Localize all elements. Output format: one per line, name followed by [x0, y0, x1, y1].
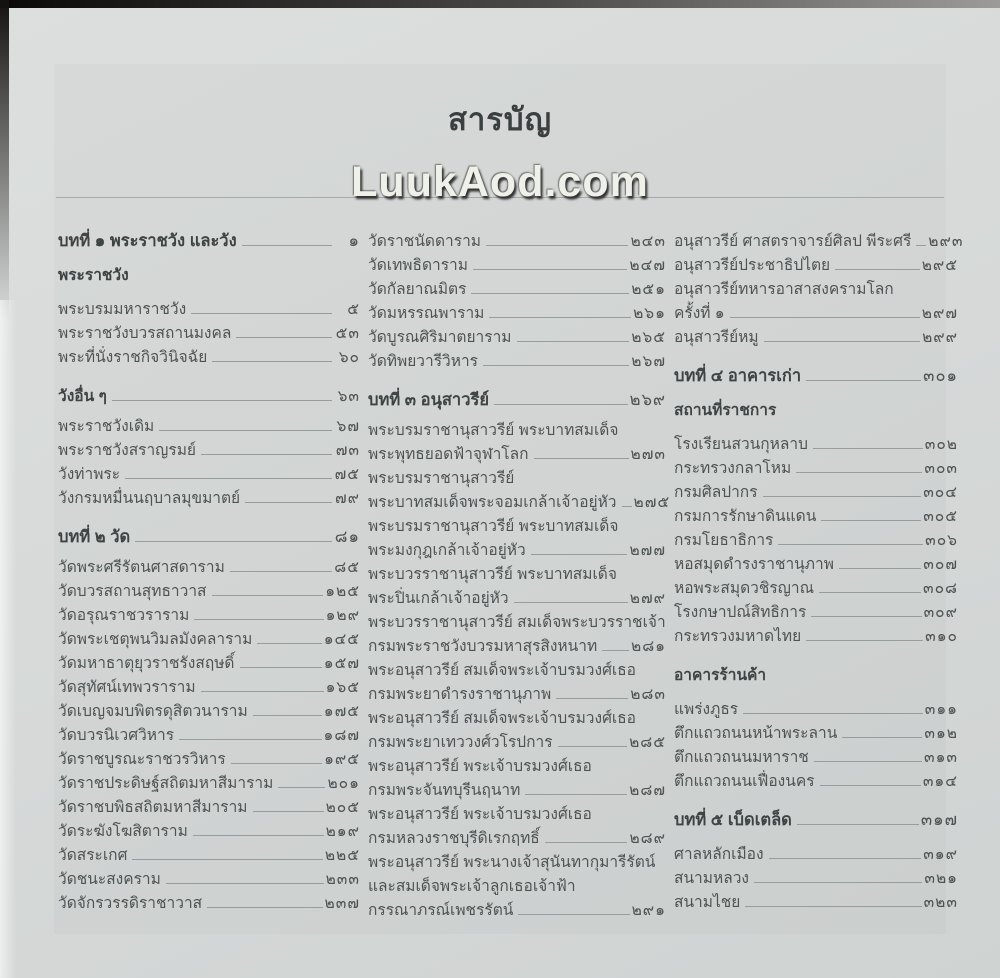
page-number: ๑๙๕: [324, 750, 360, 768]
page-number: ๑๒๙: [325, 606, 360, 624]
leader-line: [730, 317, 920, 318]
leader-line: [821, 520, 921, 521]
toc-entry-continuation: [368, 751, 666, 775]
page-number: ๒๙๓: [928, 232, 964, 250]
toc-entry-label: และสมเด็จพระเจ้าลูกเธอเจ้าฟ้า: [368, 877, 576, 895]
toc-entry-label: พระบรมมหาราชวัง: [58, 300, 187, 318]
toc-entry-label: พระบรมราชานุสาวรีย์ พระบาทสมเด็จ: [368, 517, 619, 535]
page-number: ๓๐๖: [925, 531, 958, 549]
leader-line: [842, 737, 922, 738]
toc-entry: [674, 298, 958, 322]
toc-entry-label: อนุสาวรีย์ประชาธิปไตย: [674, 256, 831, 274]
toc-entry-label: วัดจักรวรรดิราชาวาส: [58, 894, 203, 912]
toc-entry: [674, 453, 958, 477]
toc-entry-label: สนามหลวง: [674, 869, 749, 887]
toc-entry: [368, 439, 666, 463]
toc-entry-label: ตึกแถวถนนหน้าพระลาน: [674, 724, 838, 742]
toc-chapter-heading: [674, 805, 958, 829]
toc-entry-label: อนุสาวรีย์หมู: [674, 328, 759, 346]
toc-entry: [58, 720, 360, 744]
page-number: ๓๑๗: [920, 810, 958, 829]
page-number: ๗๙: [334, 489, 360, 507]
leader-line: [112, 400, 332, 401]
toc-entry-label: วัดราชบูรณะราชวรวิหาร: [58, 750, 226, 768]
leader-line: [754, 882, 922, 883]
toc-entry-label: พระราชวังเดิม: [58, 417, 155, 435]
toc-entry-label: กรมพระยาเทววงศ์วโรปการ: [368, 733, 553, 751]
toc-entry-label: ครั้งที่ ๑: [674, 304, 725, 322]
toc-entry: [674, 477, 958, 501]
toc-entry: [674, 549, 958, 573]
toc-entry-continuation: [368, 463, 666, 487]
toc-section-heading: [58, 260, 360, 284]
toc-entry-label: หอพระสมุดวชิรญาณ: [674, 579, 814, 597]
toc-entry: [368, 583, 666, 607]
toc-entry-label: บทที่ ๓ อนุสาวรีย์: [368, 390, 489, 409]
toc-chapter-heading: [58, 226, 360, 250]
toc-entry-label: วัดพระเชตุพนวิมลมังคลาราม: [58, 630, 253, 648]
leader-line: [743, 713, 923, 714]
toc-entry: [674, 525, 958, 549]
toc-entry: [674, 429, 958, 453]
toc-entry-label: วังกรมหมื่นนฤบาลมุขมาตย์: [58, 489, 241, 507]
leader-line: [230, 571, 332, 572]
leader-line: [278, 787, 325, 788]
toc-entry: [58, 459, 360, 483]
page-number: ๕: [347, 300, 360, 318]
toc-entry: [674, 839, 958, 863]
toc-entry-label: กรมพระยาดำรงราชานุภาพ: [368, 685, 552, 703]
leader-line: [253, 715, 322, 716]
leader-line: [764, 341, 920, 342]
leader-line: [514, 602, 628, 603]
page-number: ๑๒๕: [325, 582, 360, 600]
leader-line: [811, 616, 921, 617]
leader-line: [556, 698, 628, 699]
page-number: ๓๐๔: [923, 483, 958, 501]
toc-entry-label: พระบรมราชานุสาวรีย์ พระบาทสมเด็จ: [368, 421, 619, 439]
page-number: ๒๔๓: [630, 232, 666, 250]
toc-entry-label: วัดเทพธิดาราม: [368, 256, 468, 274]
leader-line: [245, 502, 332, 503]
leader-line: [212, 361, 332, 362]
page-number: ๒๓๗: [324, 894, 360, 912]
page-number: ๓๐๑: [923, 366, 958, 385]
page-number: ๑๕๗: [323, 654, 360, 672]
toc-entry: [58, 318, 360, 342]
toc-entry: [674, 742, 958, 766]
page-number: ๒๑๙: [325, 822, 360, 840]
toc-entry: [58, 552, 360, 576]
page-number: ๓๒๑: [924, 869, 958, 887]
page-number: ๓๐๕: [923, 507, 958, 525]
toc-entry-label: พระบวรราชานุสาวรีย์ สมเด็จพระบวรราชเจ้า: [368, 613, 666, 631]
toc-entry-label: วังอื่น ๆ: [58, 387, 107, 405]
toc-entry-label: วัดทิพยวารีวิหาร: [368, 352, 478, 370]
toc-chapter-heading: [368, 385, 666, 409]
toc-entry: [58, 816, 360, 840]
toc-entry-continuation: [368, 511, 666, 535]
toc-entry: [368, 487, 671, 511]
toc-entry-label: พระที่นั่งราชกิจวินิจฉัย: [58, 348, 208, 366]
toc-chapter-heading: [674, 361, 958, 385]
leader-line: [494, 404, 628, 405]
toc-entry-label: อนุสาวรีย์ ศาสตราจารย์ศิลป พีระศรี: [674, 232, 912, 250]
leader-line: [602, 650, 629, 651]
page-number: ๕๓: [335, 324, 360, 342]
page-number: ๗๓: [335, 441, 360, 459]
leader-line: [473, 269, 627, 270]
toc-entry: [58, 672, 360, 696]
page-number: ๗๕: [334, 465, 360, 483]
toc-entry-label: บทที่ ๔ อาคารเก่า: [674, 366, 802, 385]
leader-line: [797, 824, 919, 825]
toc-entry: [58, 768, 360, 792]
toc-entry-continuation: [368, 847, 666, 871]
leader-line: [814, 761, 922, 762]
leader-line: [806, 380, 921, 381]
leader-line: [253, 811, 324, 812]
page-number: ๒๖๑: [633, 304, 666, 322]
toc-entry-label: โรงกษาปณ์สิทธิการ: [674, 603, 807, 621]
toc-entry-label: พระอนุสาวรีย์ สมเด็จพระเจ้าบรมวงศ์เธอ: [368, 709, 636, 727]
toc-entry: [58, 435, 360, 459]
leader-line: [125, 478, 332, 479]
toc-entry: [674, 766, 958, 790]
leader-line: [135, 541, 332, 542]
toc-entry-label: ตึกแถวถนนมหาราช: [674, 748, 809, 766]
toc-entry-label: วัดสุทัศน์เทพวราราม: [58, 678, 196, 696]
toc-entry-label: สนามไชย: [674, 893, 741, 911]
toc-entry-label: พระบวรราชานุสาวรีย์ พระบาทสมเด็จ: [368, 565, 617, 583]
toc-entry-label: พระอนุสาวรีย์ พระเจ้าบรมวงศ์เธอ: [368, 757, 592, 775]
page-number: ๓๑๐: [925, 627, 958, 645]
toc-entry-label: วัดราชบพิธสถิตมหาสีมาราม: [58, 798, 248, 816]
leader-line: [212, 595, 324, 596]
toc-entry: [674, 226, 964, 250]
toc-entry: [58, 792, 360, 816]
toc-entry: [674, 887, 958, 911]
leader-line: [820, 785, 921, 786]
toc-chapter-heading: [58, 522, 360, 546]
toc-section-heading: [674, 395, 958, 419]
leader-line: [257, 643, 321, 644]
toc-entry-label: ศาลหลักเมือง: [674, 845, 764, 863]
leader-line: [545, 842, 628, 843]
leader-line: [201, 454, 332, 455]
page-number: ๒๗๙: [629, 589, 666, 607]
toc-entry-label: กรมพระราชวังบวรมหาสุรสิงหนาท: [368, 637, 598, 655]
page-number: ๒๖๙: [629, 390, 666, 409]
leader-line: [835, 269, 920, 270]
leader-line: [166, 883, 324, 884]
toc-entry-label: บทที่ ๕ เบ็ดเตล็ด: [674, 810, 792, 829]
toc-entry: [368, 298, 666, 322]
leader-line: [558, 746, 628, 747]
toc-entry-label: สถานที่ราชการ: [674, 401, 777, 419]
page-number: ๓๑๑: [924, 700, 958, 718]
toc-entry: [58, 864, 360, 888]
toc-entry-label: กรมหลวงราชบุรีดิเรกฤทธิ์: [368, 829, 540, 847]
toc-entry-label: วัดบวรสถานสุทธาวาส: [58, 582, 207, 600]
page-number: ๓๑๙: [923, 845, 958, 863]
page-number: ๘๕: [334, 558, 360, 576]
leader-line: [839, 568, 921, 569]
toc-entry: [58, 294, 360, 318]
toc-entry-label: กรมพระจันทบุรีนฤนาท: [368, 781, 521, 799]
toc-entry: [368, 346, 666, 370]
leader-line: [517, 341, 630, 342]
leader-line: [531, 554, 628, 555]
page-number: ๓๑๒: [924, 724, 958, 742]
toc-entry-label: ตึกแถวถนนเฟื่องนคร: [674, 772, 815, 790]
page-number: ๒๔๗: [629, 256, 666, 274]
toc-entry-label: พระมงกุฎเกล้าเจ้าอยู่หัว: [368, 541, 526, 559]
leader-line: [240, 667, 322, 668]
leader-line: [236, 337, 332, 338]
toc-entry: [58, 888, 360, 912]
toc-entry: [58, 840, 360, 864]
toc-entry: [58, 483, 360, 507]
page-title: สารบัญ: [447, 102, 553, 137]
toc-entry: [368, 274, 666, 298]
toc-entry: [368, 250, 666, 274]
toc-entry-label: พระราชวังบวรสถานมงคล: [58, 324, 232, 342]
toc-entry-continuation: [368, 703, 666, 727]
toc-entry-label: วัดสระเกศ: [58, 846, 128, 864]
toc-entry-continuation: [368, 871, 666, 895]
toc-entry-label: พระราชวังสราญรมย์: [58, 441, 197, 459]
leader-line: [132, 859, 322, 860]
toc-entry: [58, 744, 360, 768]
page-number: ๖๓: [337, 387, 360, 405]
toc-entry-label: วัดกัลยาณมิตร: [368, 280, 467, 298]
page-number: ๒๘๓: [630, 685, 666, 703]
page-number: ๒๙๑: [631, 901, 666, 919]
toc-entry-label: หอสมุดดำรงราชานุภาพ: [674, 555, 834, 573]
toc-entry-label: กรมโยธาธิการ: [674, 531, 774, 549]
toc-entry-label: วัดมหรรณพาราม: [368, 304, 485, 322]
toc-entry-label: วัดพระศรีรัตนศาสดาราม: [58, 558, 225, 576]
toc-column-1: [58, 226, 360, 912]
leader-line: [745, 906, 921, 907]
toc-entry: [368, 631, 666, 655]
leader-line: [819, 592, 921, 593]
toc-column-3: [674, 226, 964, 911]
page-number: ๑: [348, 231, 360, 250]
toc-entry-label: พระอนุสาวรีย์ พระเจ้าบรมวงศ์เธอ: [368, 805, 592, 823]
toc-entry: [368, 775, 666, 799]
toc-entry-label: วัดอรุณราชวราราม: [58, 606, 190, 624]
leader-line: [806, 640, 923, 641]
page-number: ๒๗๕: [633, 493, 671, 511]
page-number: ๓๑๓: [923, 748, 958, 766]
toc-entry: [674, 250, 958, 274]
page-number: ๒๐๑: [327, 774, 360, 792]
toc-entry-label: โรงเรียนสวนกุหลาบ: [674, 435, 808, 453]
page-number: ๒๗๗: [629, 541, 666, 559]
page-number: ๒๙๙: [922, 328, 958, 346]
page-number: ๒๕๑: [631, 280, 666, 298]
leader-line: [179, 739, 322, 740]
page-number: ๒๘๗: [629, 781, 666, 799]
toc-entry-label: พระพุทธยอดฟ้าจุฬาโลก: [368, 445, 529, 463]
toc-entry: [674, 621, 958, 645]
toc-entry-continuation: [368, 607, 666, 631]
toc-entry: [58, 648, 360, 672]
toc-entry-label: วัดราชประดิษฐ์สถิตมหาสีมาราม: [58, 774, 274, 792]
page-number: ๓๐๓: [924, 459, 958, 477]
toc-entry-label: วัดระฆังโฆสิตาราม: [58, 822, 188, 840]
leader-line: [796, 472, 922, 473]
page-number: ๒๘๕: [629, 733, 666, 751]
page-number: ๓๐๙: [923, 603, 958, 621]
page-number: ๓๐๗: [923, 555, 958, 573]
toc-entry: [674, 597, 958, 621]
page-number: ๒๘๑: [630, 637, 666, 655]
leader-line: [622, 506, 632, 507]
toc-entry: [368, 226, 666, 250]
page-number: ๑๗๕: [323, 702, 360, 720]
leader-line: [486, 245, 628, 246]
leader-line: [242, 245, 332, 246]
toc-entry-continuation: [368, 655, 666, 679]
leader-line: [191, 313, 332, 314]
page-number: ๒๘๙: [629, 829, 666, 847]
toc-section-heading: [58, 381, 360, 405]
toc-section-heading: [674, 660, 958, 684]
toc-entry-label: อนุสาวรีย์ทหารอาสาสงครามโลก: [674, 280, 894, 298]
toc-entry-label: บทที่ ๒ วัด: [58, 527, 131, 546]
page-number: ๑๘๗: [323, 726, 360, 744]
toc-entry-label: วัดมหาธาตุยุวราชรังสฤษดิ์: [58, 654, 235, 672]
toc-entry: [674, 863, 958, 887]
page-number: ๖๗: [336, 417, 360, 435]
toc-entry-label: พระบรมราชานุสาวรีย์: [368, 469, 515, 487]
leader-line: [763, 496, 922, 497]
toc-entry-label: กระทรวงกลาโหม: [674, 459, 792, 477]
toc-entry-continuation: [368, 799, 666, 823]
leader-line: [778, 544, 923, 545]
toc-entry: [58, 411, 360, 435]
page-number: ๒๙๕: [921, 256, 958, 274]
toc-entry-label: กรมศิลปากร: [674, 483, 758, 501]
toc-entry-label: พระบาทสมเด็จพระจอมเกล้าเจ้าอยู่หัว: [368, 493, 617, 511]
leader-line: [194, 619, 323, 620]
toc-column-2: [368, 226, 671, 919]
page-spine-highlight: [0, 300, 16, 978]
toc-entry: [674, 501, 958, 525]
leader-line: [489, 317, 631, 318]
leader-line: [207, 907, 322, 908]
leader-line: [231, 763, 322, 764]
page-number: ๓๐๒: [924, 435, 958, 453]
toc-entry-label: กรมการรักษาดินแดน: [674, 507, 817, 525]
toc-entry-label: อาคารร้านค้า: [674, 666, 767, 684]
leader-line: [518, 914, 629, 915]
toc-entry-label: บทที่ ๑ พระราชวัง และวัง: [58, 231, 237, 250]
page-number: ๘๑: [334, 527, 360, 546]
toc-entry-label: แพร่งภูธร: [674, 700, 739, 718]
page-number: ๖๐: [338, 348, 360, 366]
toc-entry: [58, 624, 360, 648]
toc-entry: [674, 322, 958, 346]
toc-entry-label: วัดราชนัดดาราม: [368, 232, 481, 250]
page-number: ๒๒๕: [324, 846, 360, 864]
toc-entry-label: วัดชนะสงคราม: [58, 870, 161, 888]
toc-entry: [368, 823, 666, 847]
toc-entry-label: วัดบูรณศิริมาตยาราม: [368, 328, 512, 346]
watermark: LuukAod.com: [351, 158, 649, 206]
leader-line: [525, 794, 627, 795]
toc-entry-label: วังท่าพระ: [58, 465, 121, 483]
page-number: ๒๐๕: [325, 798, 360, 816]
toc-entry: [368, 535, 666, 559]
page-number: ๓๐๘: [922, 579, 958, 597]
page-number: ๒๓๓: [325, 870, 360, 888]
toc-entry-label: พระอนุสาวรีย์ สมเด็จพระเจ้าบรมวงศ์เธอ: [368, 661, 636, 679]
toc-entry-label: พระราชวัง: [58, 266, 129, 284]
page-number: ๑๖๕: [325, 678, 360, 696]
toc-entry-continuation: [674, 274, 958, 298]
toc-entry-continuation: [368, 415, 666, 439]
leader-line: [471, 293, 629, 294]
leader-line: [159, 430, 332, 431]
leader-line: [813, 448, 923, 449]
page-number: ๒๙๗: [921, 304, 958, 322]
toc-entry: [368, 727, 666, 751]
toc-entry: [368, 679, 666, 703]
leader-line: [201, 691, 324, 692]
toc-entry-label: พระปิ่นเกล้าเจ้าอยู่หัว: [368, 589, 509, 607]
page-number: ๑๔๕: [323, 630, 360, 648]
leader-line: [193, 835, 324, 836]
toc-entry: [674, 573, 958, 597]
page-number: ๒๗๓: [630, 445, 666, 463]
toc-entry: [674, 718, 958, 742]
toc-entry-label: กระทรวงมหาดไทย: [674, 627, 802, 645]
toc-entry: [674, 694, 958, 718]
toc-entry: [368, 895, 666, 919]
toc-entry-label: วัดเบญจมบพิตรดุสิตวนาราม: [58, 702, 248, 720]
page-number: ๓๒๓: [923, 893, 958, 911]
toc-entry-label: วัดบวรนิเวศวิหาร: [58, 726, 175, 744]
page-number: ๓๑๔: [922, 772, 958, 790]
toc-entry: [368, 322, 666, 346]
leader-line: [534, 458, 629, 459]
toc-entry-label: กรรณาภรณ์เพชรรัตน์: [368, 901, 514, 919]
toc-entry-continuation: [368, 559, 666, 583]
leader-line: [916, 245, 926, 246]
toc-entry: [58, 342, 360, 366]
leader-line: [769, 858, 922, 859]
toc-entry: [58, 696, 360, 720]
toc-entry: [58, 600, 360, 624]
page-number: ๒๖๕: [631, 328, 666, 346]
photo-top-edge: [0, 0, 1000, 8]
toc-entry-label: พระอนุสาวรีย์ พระนางเจ้าสุนันทากุมารีรัตน์: [368, 853, 656, 871]
leader-line: [483, 365, 629, 366]
toc-entry: [58, 576, 360, 600]
page-number: ๒๖๗: [631, 352, 666, 370]
